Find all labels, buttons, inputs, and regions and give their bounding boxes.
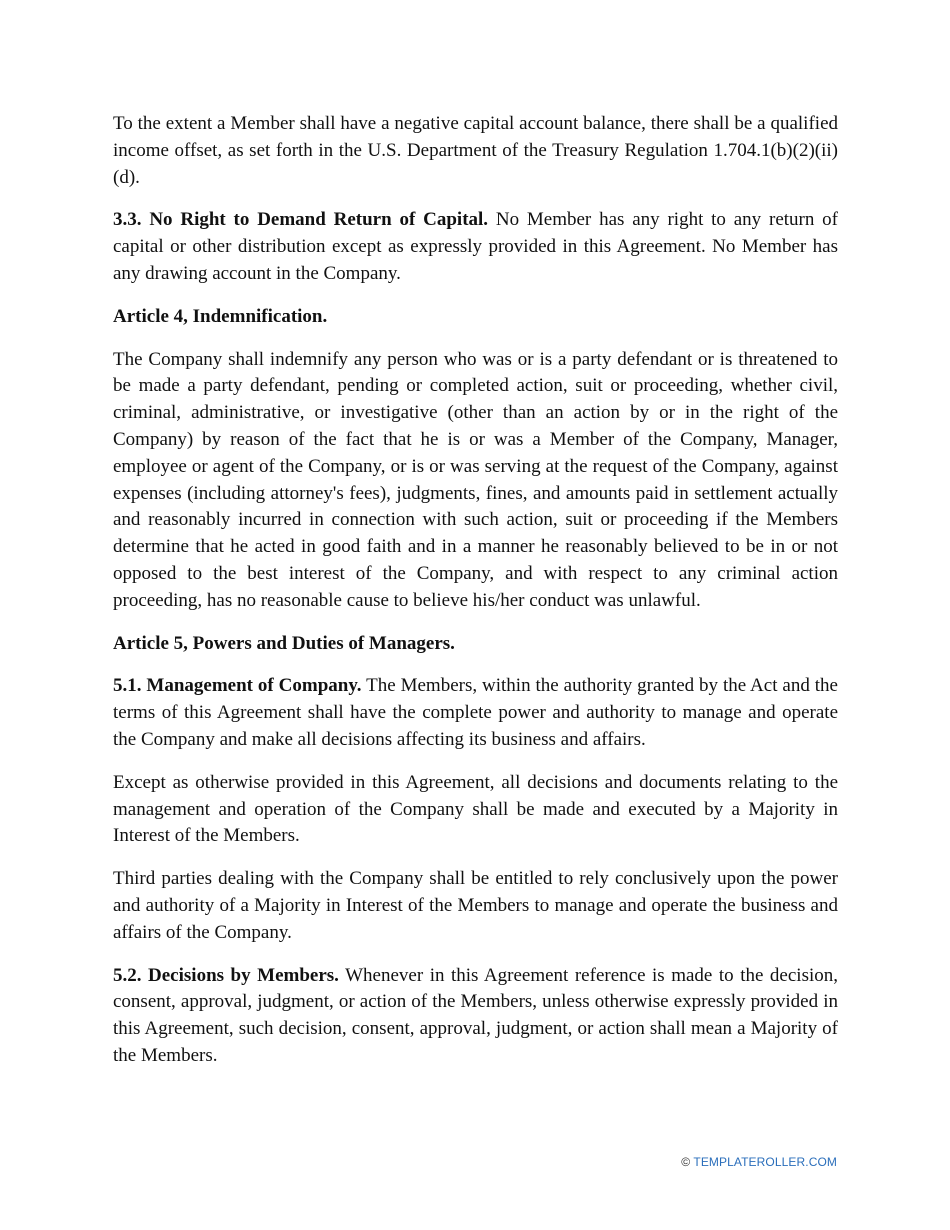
- section-5-1-title: 5.1. Management of Company.: [113, 675, 362, 697]
- qualified-income-offset-paragraph: To the extent a Member shall have a negative capital account balance, there shall be a qualified income offset, as set forth in the U.S. Department of the Treasury Regulation 1.704.1(b)(2)(ii)(d).: [113, 113, 838, 188]
- section-5-2-paragraph: [113, 963, 838, 1070]
- section-3-3-paragraph: [113, 207, 838, 287]
- majority-decisions-paragraph: Except as otherwise provided in this Agreement, all decisions and documents relating to the management and operation of the Company shall be made and executed by a Majority in Interest of the Members.: [113, 771, 838, 847]
- section-5-1-text: The Members, within the authority granted by the Act and the terms of this Agreement shall have the complete power and authority to manage and operate the Company and make all decisions affecting its business and affairs.: [113, 675, 838, 750]
- templateroller-link[interactable]: TEMPLATEROLLER.COM: [693, 1155, 837, 1169]
- article-5-heading: Article 5, Powers and Duties of Managers.: [113, 632, 455, 654]
- article-4-paragraph: The Company shall indemnify any person who was or is a party defendant or is threatened to be made a party defendant, pending or completed action, suit or proceeding, whether civil, criminal, administrative, or investigative (other than an action by or in the right of the Company) by reason of the fact that he is or was a Member of the Company, Manager, employee or agent of the Company, or is or was serving at the request of the Company, against expenses (including attorney's fees), judgments, fines, and amounts paid in settlement actually and reasonably incurred in connection with such action, suit or proceeding if the Members determine that he acted in good faith and in a manner he reasonably believed to be in or not opposed to the best interest of the Company, and with respect to any criminal action proceeding, has no reasonable cause to believe his/her conduct was unlawful.: [113, 348, 838, 611]
- article-4-heading: Article 4, Indemnification.: [113, 305, 328, 327]
- copyright-symbol: ©: [681, 1155, 691, 1169]
- third-parties-paragraph: Third parties dealing with the Company shall be entitled to rely conclusively upon the power and authority of a Majority in Interest of the Members to manage and operate the business and affairs of the Company.: [113, 868, 838, 943]
- section-5-2-text: Whenever in this Agreement reference is made to the decision, consent, approval, judgment, or action of the Members, unless otherwise expressly provided in this Agreement, such decision, consent, approval, judgment, or action shall mean a Majority of the Members.: [113, 964, 839, 1066]
- footer-watermark: [681, 1155, 837, 1169]
- section-3-3-title: 3.3. No Right to Demand Return of Capital.: [113, 209, 489, 231]
- section-3-3-text: No Member has any right to any return of capital or other distribution except as expressly provided in this Agreement. No Member has any drawing account in the Company.: [113, 209, 838, 284]
- section-5-1-paragraph: [113, 673, 838, 753]
- document-body: [113, 111, 838, 1086]
- section-5-2-title: 5.2. Decisions by Members.: [113, 964, 339, 986]
